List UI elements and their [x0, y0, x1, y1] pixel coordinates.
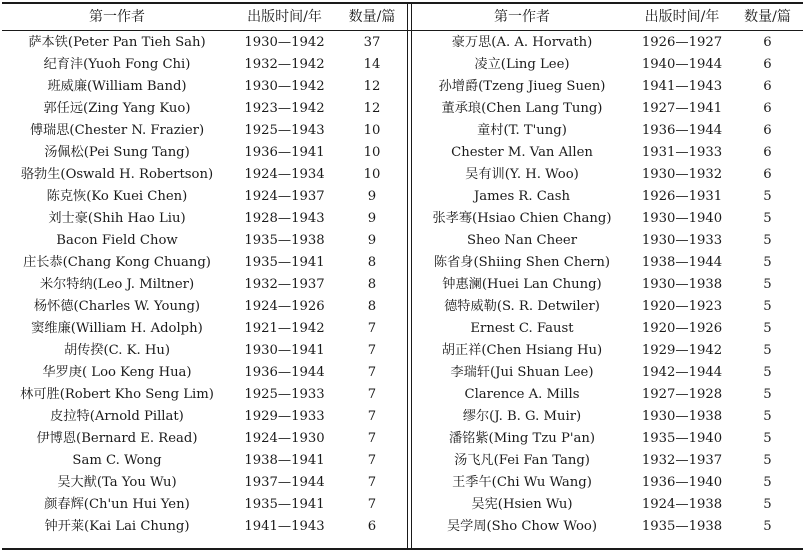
count-cell: 12	[363, 79, 381, 94]
author-cell: 德特威勒(S. R. Detwiler)	[444, 299, 600, 314]
author-cell: 杨怀德(Charles W. Young)	[33, 299, 201, 314]
header-author: 第一作者	[89, 9, 145, 25]
author-cell: 王季午(Chi Wu Wang)	[452, 475, 592, 490]
author-cell: 吴宪(Hsien Wu)	[471, 497, 573, 512]
years-cell: 1936—1944	[244, 365, 325, 380]
count-cell: 5	[763, 453, 772, 468]
years-cell: 1941—1943	[641, 79, 723, 94]
years-cell: 1930—1942	[244, 79, 325, 94]
years-cell: 1932—1937	[244, 277, 325, 292]
years-cell: 1925—1933	[244, 387, 325, 402]
years-cell: 1924—1926	[244, 299, 325, 314]
years-cell: 1928—1943	[244, 211, 325, 226]
author-cell: 胡正祥(Chen Hsiang Hu)	[441, 343, 603, 358]
author-cell: 纪育沣(Yuoh Fong Chi)	[43, 57, 191, 72]
count-cell: 5	[763, 277, 772, 292]
years-cell: 1938—1944	[641, 255, 723, 270]
author-cell: 潘铭紫(Ming Tzu P'an)	[449, 431, 595, 446]
years-cell: 1924—1937	[244, 189, 325, 204]
author-cell: Sam C. Wong	[72, 453, 162, 468]
years-cell: 1935—1941	[244, 497, 325, 512]
years-cell: 1932—1942	[244, 57, 325, 72]
years-cell: 1930—1938	[641, 277, 723, 292]
author-cell: 李瑞轩(Jui Shuan Lee)	[450, 365, 594, 380]
years-cell: 1935—1938	[641, 519, 723, 534]
count-cell: 10	[363, 167, 381, 182]
years-cell: 1930—1933	[641, 233, 723, 248]
header-count: 数量/篇	[744, 9, 791, 25]
years-cell: 1926—1927	[641, 35, 723, 50]
author-cell: 陈克恢(Ko Kuei Chen)	[46, 189, 188, 204]
years-cell: 1923—1942	[244, 101, 325, 116]
count-cell: 6	[763, 101, 772, 116]
years-cell: 1936—1940	[641, 475, 723, 490]
years-cell: 1926—1931	[641, 189, 723, 204]
count-cell: 5	[763, 211, 772, 226]
count-cell: 9	[367, 211, 377, 226]
author-table	[2, 2, 803, 550]
header-years: 出版时间/年	[644, 9, 720, 25]
count-cell: 5	[763, 233, 772, 248]
count-cell: 6	[763, 123, 772, 138]
years-cell: 1935—1941	[244, 255, 325, 270]
count-cell: 5	[763, 321, 772, 336]
years-cell: 1935—1938	[244, 233, 325, 248]
count-cell: 6	[763, 79, 772, 94]
count-cell: 12	[363, 101, 381, 116]
count-cell: 5	[763, 409, 772, 424]
years-cell: 1936—1941	[244, 145, 325, 160]
years-cell: 1940—1944	[641, 57, 723, 72]
count-cell: 5	[763, 189, 772, 204]
count-cell: 8	[367, 277, 377, 292]
years-cell: 1937—1944	[244, 475, 325, 490]
author-cell: 吴学周(Sho Chow Woo)	[446, 519, 598, 534]
author-cell: 吴大猷(Ta You Wu)	[57, 475, 177, 490]
years-cell: 1925—1943	[244, 123, 325, 138]
author-cell: Clarence A. Mills	[464, 387, 580, 402]
author-cell: Bacon Field Chow	[56, 233, 178, 248]
years-cell: 1938—1941	[244, 453, 325, 468]
count-cell: 7	[367, 497, 377, 512]
years-cell: 1930—1941	[244, 343, 325, 358]
count-cell: 5	[763, 519, 772, 534]
years-cell: 1930—1932	[641, 167, 723, 182]
count-cell: 6	[763, 167, 772, 182]
count-cell: 6	[763, 35, 772, 50]
author-cell: 凌立(Ling Lee)	[474, 57, 570, 72]
years-cell: 1921—1942	[244, 321, 325, 336]
years-cell: 1931—1933	[641, 145, 723, 160]
years-cell: 1935—1940	[641, 431, 723, 446]
author-cell: 傅瑞思(Chester N. Frazier)	[29, 123, 205, 138]
author-cell: 华罗庚( Loo Keng Hua)	[42, 365, 192, 380]
header-rule	[2, 30, 803, 31]
years-cell: 1936—1944	[641, 123, 723, 138]
author-cell: Ernest C. Faust	[470, 321, 574, 336]
author-cell: 陈省身(Shiing Shen Chern)	[433, 255, 611, 270]
author-cell: 萨本铁(Peter Pan Tieh Sah)	[28, 35, 206, 50]
years-cell: 1927—1928	[641, 387, 723, 402]
author-cell: 缪尔(J. B. G. Muir)	[462, 409, 582, 424]
count-cell: 7	[367, 343, 377, 358]
years-cell: 1929—1933	[244, 409, 325, 424]
author-cell: Chester M. Van Allen	[451, 145, 593, 160]
years-cell: 1930—1940	[641, 211, 723, 226]
count-cell: 5	[763, 299, 772, 314]
author-cell: 林可胜(Robert Kho Seng Lim)	[20, 387, 214, 402]
author-cell: 孙增爵(Tzeng Jiueg Suen)	[438, 79, 606, 94]
count-cell: 6	[763, 57, 772, 72]
count-cell: 7	[367, 365, 377, 380]
count-cell: 7	[367, 475, 377, 490]
years-cell: 1929—1942	[641, 343, 723, 358]
count-cell: 5	[763, 431, 772, 446]
years-cell: 1932—1937	[641, 453, 723, 468]
count-cell: 6	[367, 519, 377, 534]
author-cell: 班威廉(William Band)	[47, 79, 187, 94]
author-cell: 刘士豪(Shih Hao Liu)	[48, 211, 186, 226]
count-cell: 8	[367, 299, 377, 314]
count-cell: 6	[763, 145, 772, 160]
years-cell: 1930—1938	[641, 409, 723, 424]
count-cell: 7	[367, 387, 377, 402]
author-cell: 汤佩松(Pei Sung Tang)	[44, 145, 190, 160]
author-cell: Sheo Nan Cheer	[466, 233, 578, 248]
count-cell: 7	[367, 453, 377, 468]
years-cell: 1924—1934	[244, 167, 325, 182]
count-cell: 37	[363, 35, 381, 50]
count-cell: 5	[763, 255, 772, 270]
author-cell: 胡传揆(C. K. Hu)	[63, 343, 171, 358]
author-cell: 钟开莱(Kai Lai Chung)	[44, 519, 190, 534]
count-cell: 14	[363, 57, 381, 72]
author-cell: 吴有训(Y. H. Woo)	[465, 167, 579, 182]
author-cell: 钟惠澜(Huei Lan Chung)	[442, 277, 602, 292]
count-cell: 9	[367, 189, 377, 204]
count-cell: 5	[763, 387, 772, 402]
author-cell: 米尔特纳(Leo J. Miltner)	[39, 277, 195, 292]
count-cell: 7	[367, 321, 377, 336]
count-cell: 10	[363, 145, 381, 160]
author-cell: 豪万思(A. A. Horvath)	[451, 35, 593, 50]
count-cell: 5	[763, 365, 772, 380]
count-cell: 5	[763, 497, 772, 512]
count-cell: 7	[367, 431, 377, 446]
author-cell: 童村(T. T'ung)	[477, 123, 567, 138]
years-cell: 1941—1943	[244, 519, 325, 534]
count-cell: 5	[763, 343, 772, 358]
author-cell: 骆勃生(Oswald H. Robertson)	[20, 167, 214, 182]
years-cell: 1942—1944	[641, 365, 723, 380]
header-years: 出版时间/年	[247, 9, 322, 25]
author-cell: 颜春辉(Ch'un Hui Yen)	[44, 497, 190, 512]
years-cell: 1920—1926	[641, 321, 723, 336]
author-cell: 汤飞凡(Fei Fan Tang)	[454, 453, 590, 468]
count-cell: 10	[363, 123, 381, 138]
count-cell: 8	[367, 255, 377, 270]
bottom-rule	[2, 548, 803, 550]
author-cell: 伊博恩(Bernard E. Read)	[36, 431, 198, 446]
count-cell: 9	[367, 233, 377, 248]
column-divider-left	[407, 2, 408, 550]
author-cell: 窦维廉(William H. Adolph)	[31, 321, 203, 336]
count-cell: 5	[763, 475, 772, 490]
author-cell: James R. Cash	[474, 189, 570, 204]
header-author: 第一作者	[494, 9, 550, 25]
years-cell: 1927—1941	[641, 101, 723, 116]
years-cell: 1920—1923	[641, 299, 723, 314]
years-cell: 1930—1942	[244, 35, 325, 50]
author-cell: 皮拉特(Arnold Pillat)	[50, 409, 184, 424]
author-cell: 庄长恭(Chang Kong Chuang)	[23, 255, 211, 270]
years-cell: 1924—1938	[641, 497, 723, 512]
years-cell: 1924—1930	[244, 431, 325, 446]
header-count: 数量/篇	[348, 9, 396, 25]
author-cell: 郭任远(Zing Yang Kuo)	[43, 101, 191, 116]
count-cell: 7	[367, 409, 377, 424]
author-cell: 张孝骞(Hsiao Chien Chang)	[432, 211, 612, 226]
author-cell: 董承琅(Chen Lang Tung)	[441, 101, 603, 116]
